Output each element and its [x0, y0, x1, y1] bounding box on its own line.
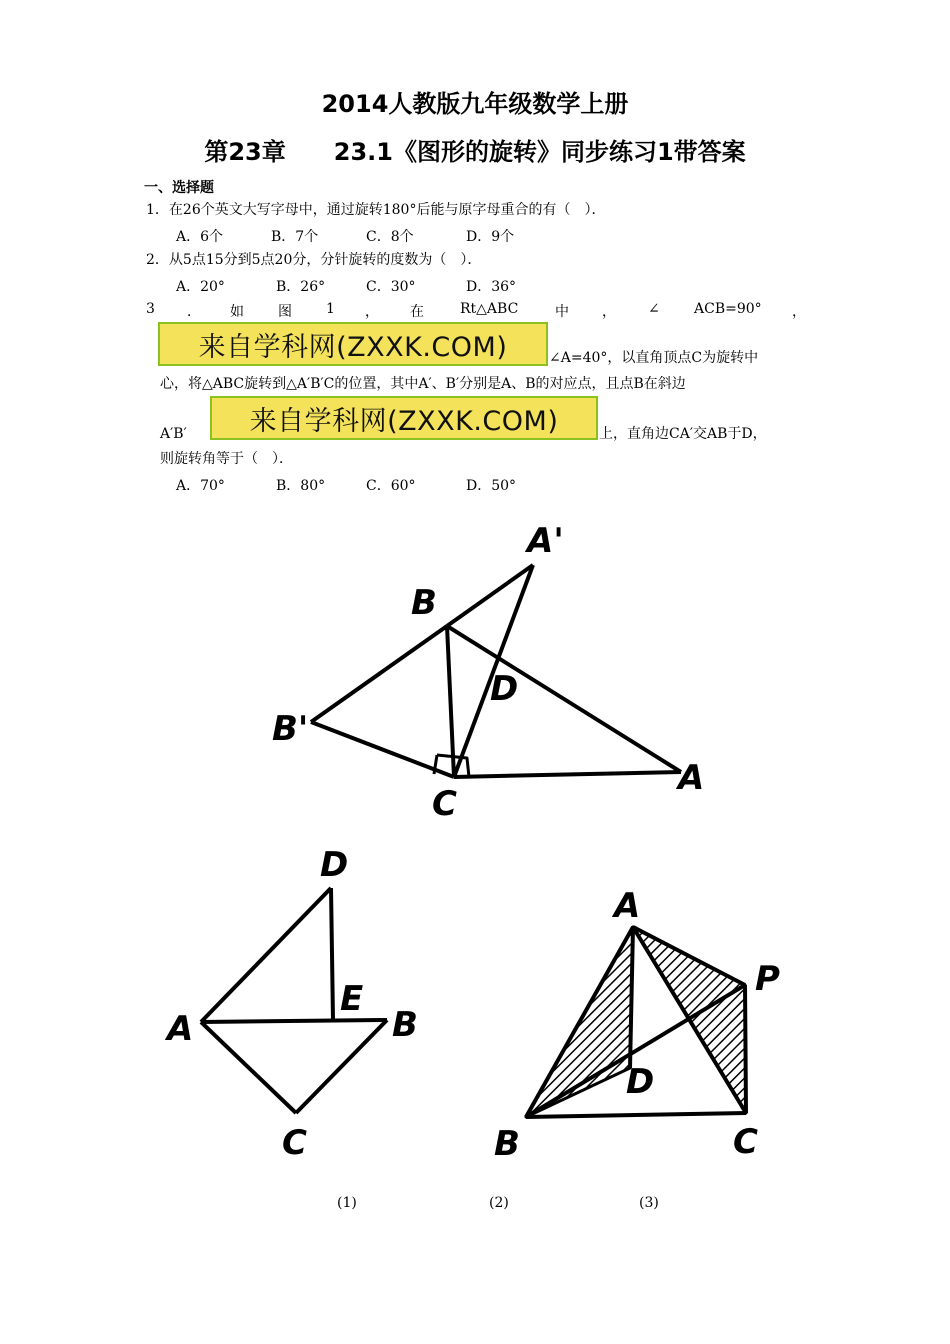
fig3-label-d: D [626, 1062, 655, 1102]
fig1-label-b: B [392, 1005, 418, 1045]
label-c: C [432, 784, 457, 824]
segment-p-c [745, 985, 746, 1113]
label-b-prime: B' [272, 709, 309, 749]
segment-b-c [526, 1113, 746, 1117]
caption-2: (2) [489, 1195, 509, 1211]
fig1-label-a: A [167, 1009, 194, 1049]
segment-a-c [201, 1022, 296, 1113]
q3-option-c: C．60° [366, 478, 416, 494]
segment-b-c [447, 626, 454, 777]
segment-d-e [331, 888, 333, 1020]
q3-token: Rt△ABC [460, 301, 519, 317]
fig3-label-c: C [733, 1122, 758, 1162]
q3-token: ． [187, 304, 201, 320]
fig1-label-c: C [282, 1123, 307, 1163]
segment-a-d [201, 888, 331, 1022]
q3-token: ， [365, 304, 379, 320]
document-title: 2014人教版九年级数学上册 [321, 90, 629, 118]
q2-option-b: B．26° [276, 279, 326, 295]
label-d: D [490, 669, 519, 709]
q3-option-b: B．80° [276, 478, 326, 494]
question-3-line-5: 则旋转角等于（ ）． [160, 451, 293, 467]
fig1-label-e: E [340, 979, 364, 1019]
fig1-label-d: D [320, 845, 349, 885]
fig3-label-b: B [494, 1124, 520, 1164]
fig3-label-a: A [614, 886, 641, 926]
caption-3: (3) [639, 1195, 659, 1211]
q3-token: 3 [146, 301, 155, 317]
q2-option-c: C．30° [366, 279, 416, 295]
q3-token: ACB=90° [694, 301, 762, 317]
q2-option-a: A．20° [176, 279, 225, 295]
document-subtitle: 第23章 23.1《图形的旋转》同步练习1带答案 [204, 138, 746, 166]
question-3-line-4-tail: 上，直角边CA′交AB于D， [599, 426, 767, 442]
segment-b-bprime [311, 626, 447, 722]
q3-option-a: A．70° [176, 478, 225, 494]
q1-option-d: D．9个 [466, 229, 515, 245]
q3-token: ， [602, 304, 616, 320]
section-heading: 一、选择题 [144, 180, 214, 196]
question-3-line-3: 心，将△ABC旋转到△A′B′C的位置，其中A′、B′分别是A、B的对应点，且点B在斜边 [160, 376, 686, 392]
question-2: 2．从5点15分到5点20分，分针旋转的度数为（ ）． [146, 252, 482, 268]
q2-option-d: D．36° [466, 279, 517, 295]
q3-token: ， [792, 304, 806, 320]
q3-token: ∠ [648, 301, 660, 317]
caption-1: (1) [337, 1195, 357, 1211]
q3-token: 如 [230, 304, 244, 320]
segment-c-b [296, 1020, 387, 1113]
segment-a-b [201, 1020, 387, 1022]
segment-bprime-c [311, 722, 454, 777]
label-a: A [678, 758, 705, 798]
q3-token: 图 [278, 304, 292, 320]
label-a-prime: A' [527, 521, 564, 561]
question-3-line-2: ∠A=40°，以直角顶点C为旋转中 [549, 350, 759, 366]
watermark-banner: 来自学科网(ZXXK.COM) [158, 322, 548, 366]
watermark-banner: 来自学科网(ZXXK.COM) [210, 396, 598, 440]
q1-option-b: B．7个 [271, 229, 319, 245]
question-1: 1．在26个英文大写字母中，通过旋转180°后能与原字母重合的有（ ）． [146, 202, 606, 218]
q1-option-c: C．8个 [366, 229, 414, 245]
fig3-label-p: P [755, 959, 780, 999]
q3-token: 在 [410, 304, 424, 320]
segment-c-a [454, 772, 681, 777]
q3-token: 1 [326, 301, 335, 317]
q3-token: 中 [555, 304, 569, 320]
q3-option-d: D．50° [466, 478, 517, 494]
q1-option-a: A．6个 [176, 229, 224, 245]
question-3-line-4-head: A′B′ [160, 426, 187, 442]
label-b: B [411, 583, 437, 623]
